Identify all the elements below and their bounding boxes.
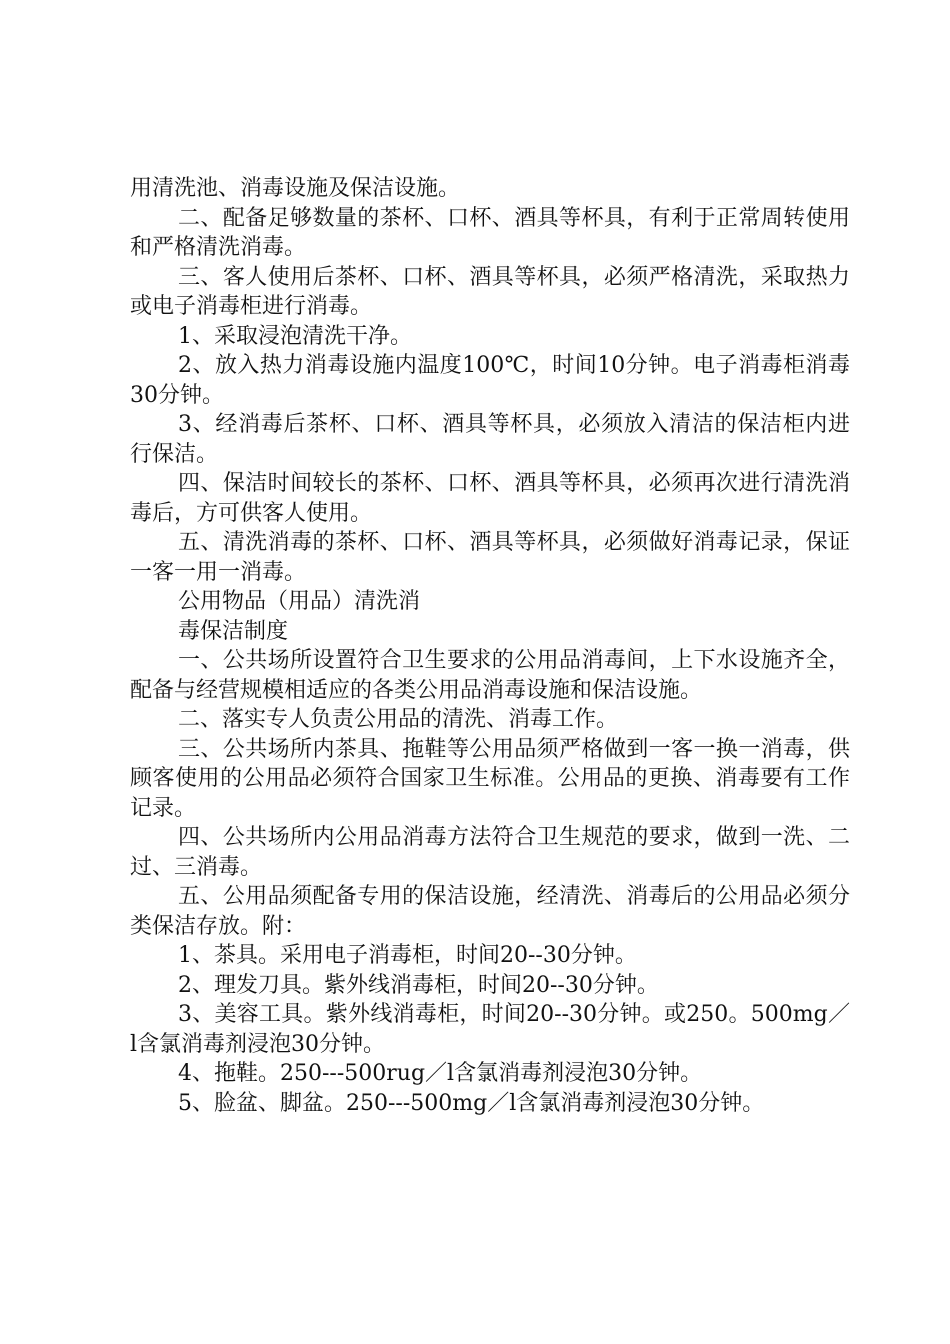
paragraph-appendix-1: 1、茶具。采用电子消毒柜，时间20--30分钟。 — [178, 943, 637, 968]
paragraph-item-4: 四、保洁时间较长的茶杯、口杯、酒具等杯具，必须再次进行清洗消毒后，方可供客人使用。 — [130, 471, 850, 526]
paragraph-continuation: 用清洗池、消毒设施及保洁设施。 — [130, 176, 461, 201]
paragraph-section2-item-2: 二、落实专人负责公用品的清洗、消毒工作。 — [178, 707, 619, 732]
paragraph-section2-item-3: 三、公共场所内茶具、拖鞋等公用品须严格做到一客一换一消毒，供顾客使用的公用品必须符合国家卫生标准。公用品的更换、消毒要有工作记录。 — [130, 736, 850, 821]
paragraph-subitem-1: 1、采取浸泡清洗干净。 — [178, 323, 412, 349]
paragraph-section2-item-5: 五、公用品须配备专用的保洁设施，经清洗、消毒后的公用品必须分类保洁存放。附： — [130, 884, 850, 939]
paragraph-appendix-2: 2、理发刀具。紫外线消毒柜，时间20--30分钟。 — [178, 972, 659, 998]
paragraph-section2-item-1: 一、公共场所设置符合卫生要求的公用品消毒间，上下水设施齐全，配备与经营规模相适应的各类公用品消毒设施和保洁设施。 — [130, 648, 850, 703]
paragraph-subitem-3: 3、经消毒后茶杯、口杯、酒具等杯具，必须放入清洁的保洁柜内进行保洁。 — [130, 412, 850, 467]
paragraph-item-2: 二、配备足够数量的茶杯、口杯、酒具等杯具，有利于正常周转使用和严格清洗消毒。 — [130, 205, 850, 260]
document-body — [130, 174, 850, 1118]
paragraph-item-5: 五、清洗消毒的茶杯、口杯、酒具等杯具，必须做好消毒记录，保证一客一用一消毒。 — [130, 530, 850, 585]
paragraph-appendix-3: 3、美容工具。紫外线消毒柜，时间20--30分钟。或250。500mg／l含氯消毒剂浸泡30分钟。 — [130, 1002, 850, 1057]
paragraph-item-3: 三、客人使用后茶杯、口杯、酒具等杯具，必须严格清洗，采取热力或电子消毒柜进行消毒。 — [130, 264, 850, 319]
paragraph-appendix-5: 5、脸盆、脚盆。250---500mg／l含氯消毒剂浸泡30分钟。 — [178, 1090, 765, 1116]
paragraph-appendix-4: 4、拖鞋。250---500rug／l含氯消毒剂浸泡30分钟。 — [178, 1061, 703, 1086]
paragraph-subitem-2: 2、放入热力消毒设施内温度100℃，时间10分钟。电子消毒柜消毒30分钟。 — [130, 353, 850, 408]
section-title-line-2: 毒保洁制度 — [178, 618, 289, 644]
paragraph-section2-item-4: 四、公共场所内公用品消毒方法符合卫生规范的要求，做到一洗、二过、三消毒。 — [130, 825, 850, 880]
section-title-line-1: 公用物品（用品）清洗消 — [178, 589, 421, 614]
